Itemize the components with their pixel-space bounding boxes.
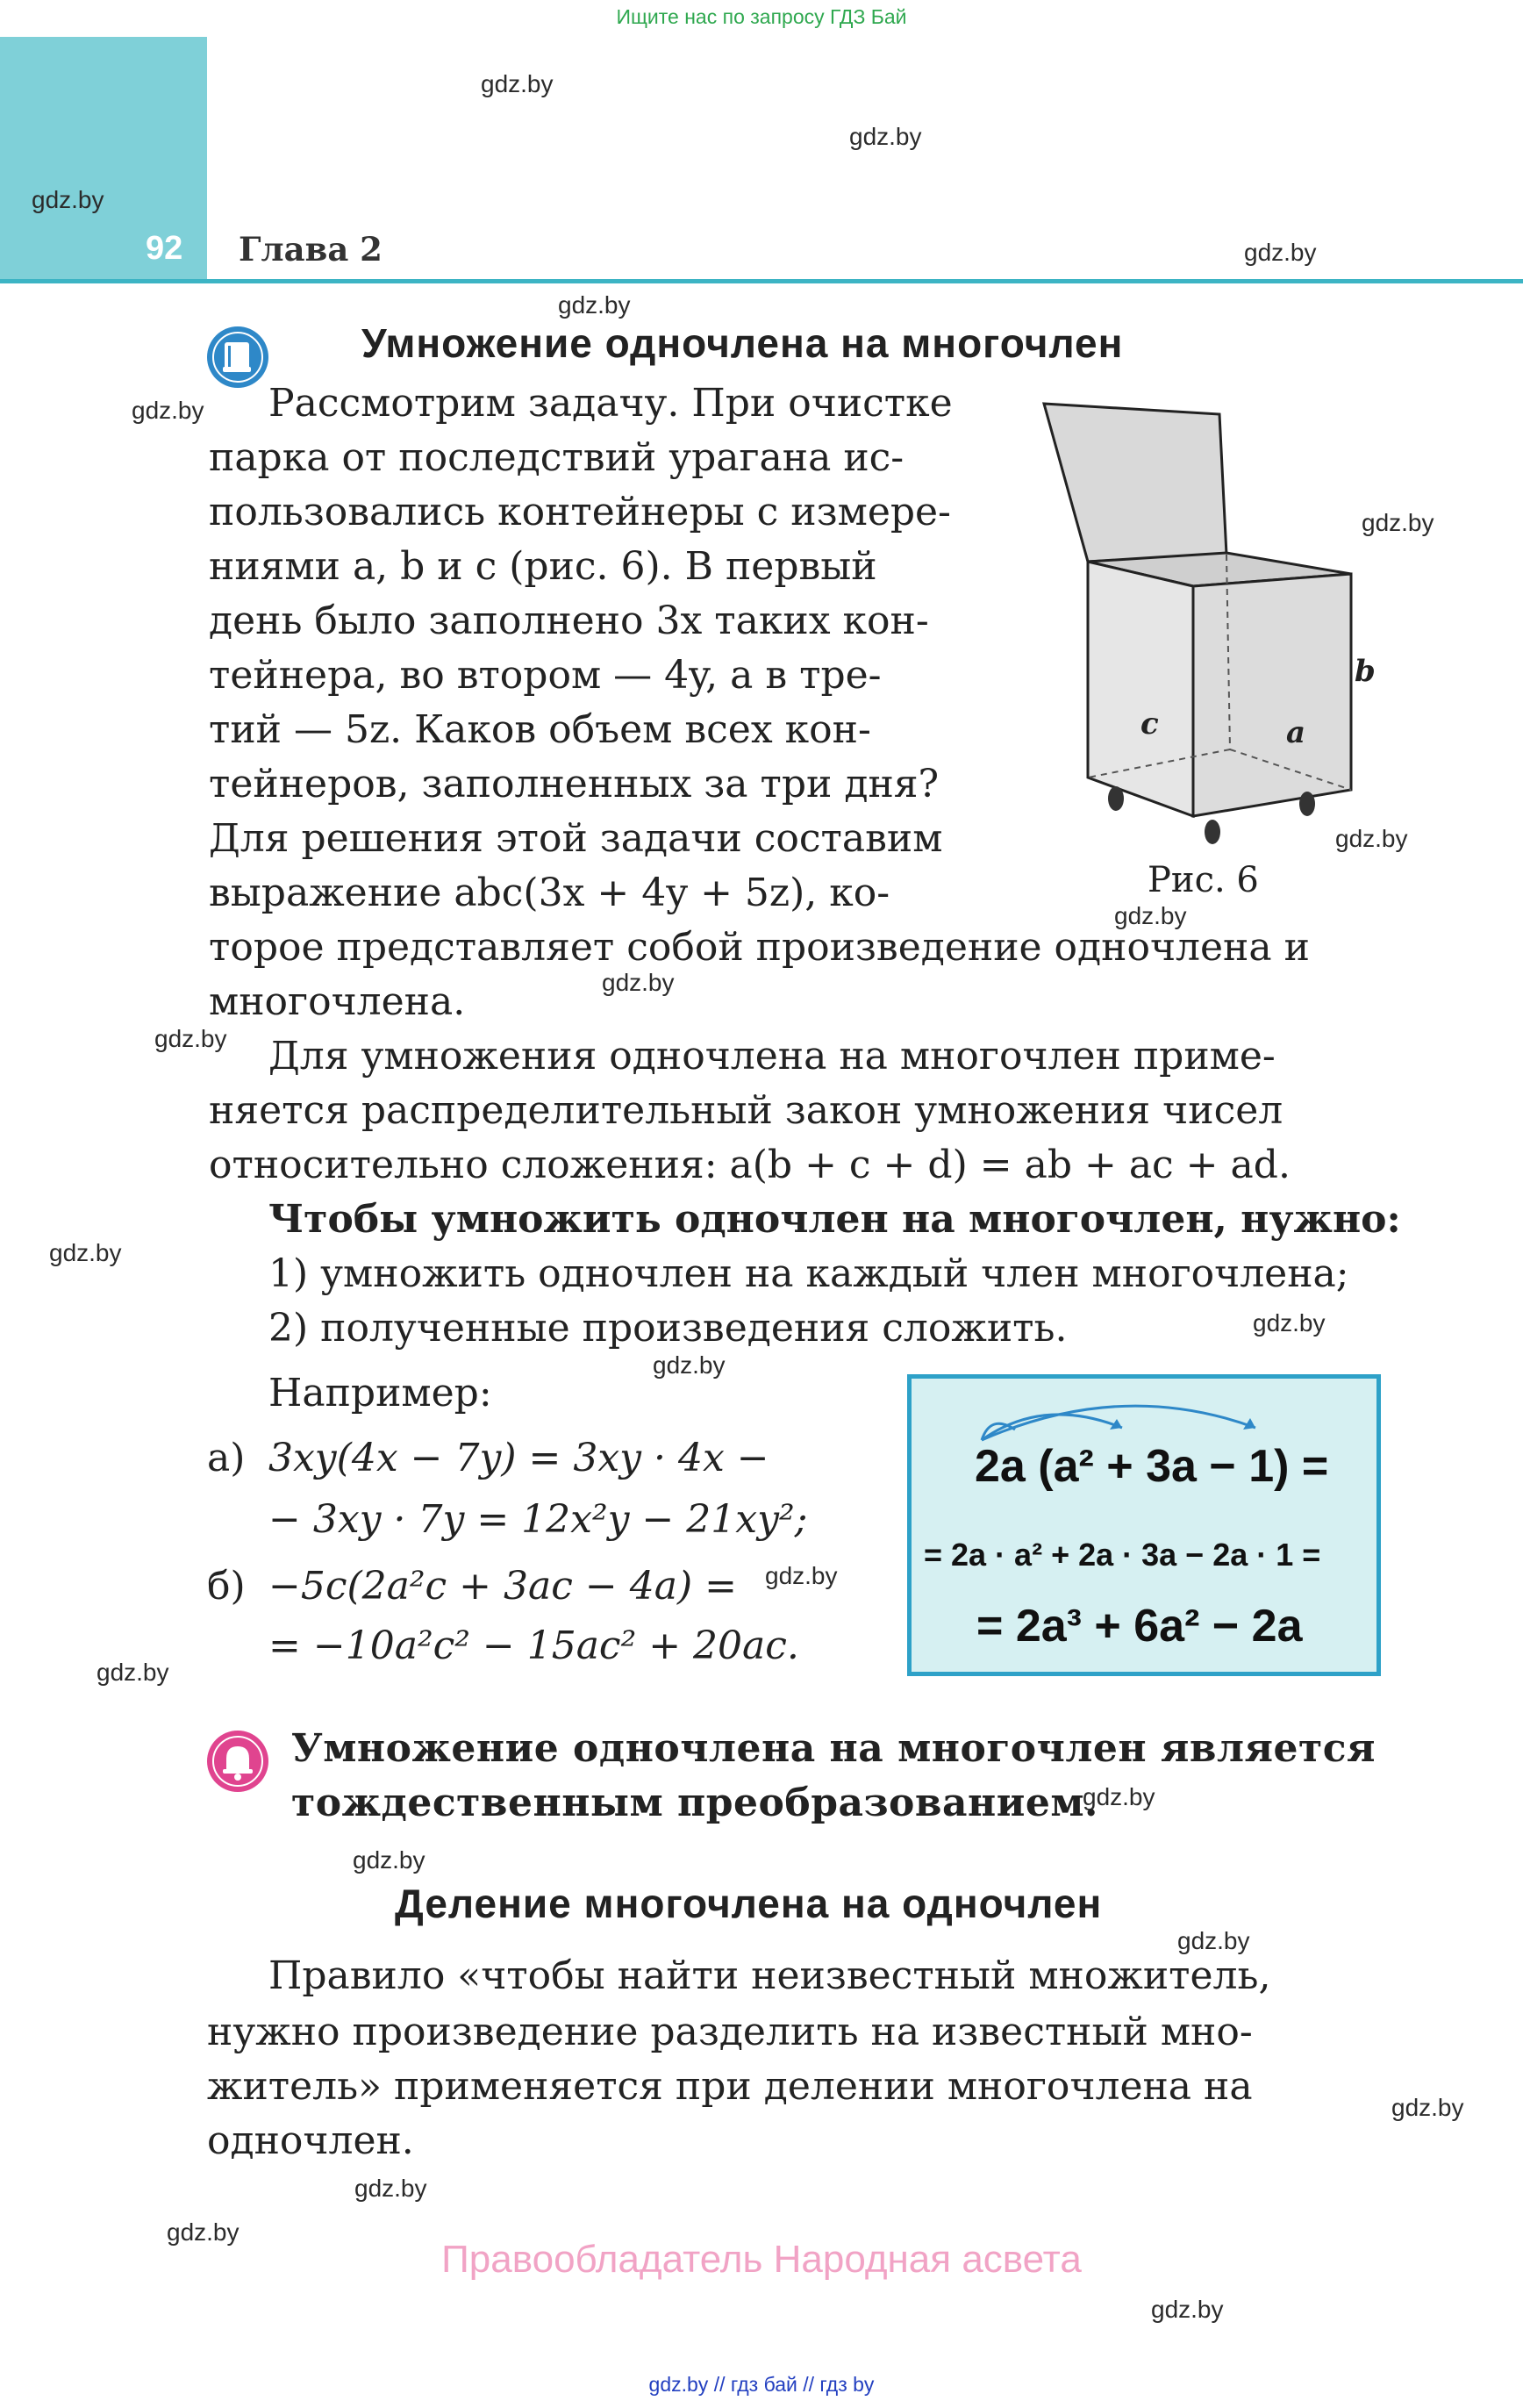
text-line: относительно сложения: a(b + c + d) = ab + ac + ad. [209, 1143, 1291, 1187]
note-line: тождественным преобразованием. [291, 1781, 1098, 1825]
example-marker: б) [207, 1564, 246, 1609]
text-line: торое представляет собой произведение одночлена и [209, 925, 1310, 970]
watermark: gdz.by [354, 2175, 427, 2202]
watermark: gdz.by [1151, 2296, 1224, 2323]
book-icon [205, 325, 270, 390]
rights-holder: Правообладатель Народная асвета [441, 2238, 1082, 2281]
watermark: gdz.by [481, 70, 554, 97]
header-rule [0, 279, 1523, 283]
watermark: gdz.by [1083, 1783, 1155, 1810]
watermark: gdz.by [1244, 239, 1317, 266]
text-line: тейнеров, заполненных за три дня? [209, 762, 940, 806]
text-line: Для решения этой задачи составим [209, 816, 943, 861]
text-line: нужно произведение разделить на известный мно- [207, 2010, 1253, 2054]
formula-line: 2a (a² + 3a − 1) = [975, 1441, 1329, 1492]
watermark: gdz.by [1335, 825, 1408, 852]
watermark: gdz.by [1391, 2094, 1464, 2121]
example-line: 3xy(4x − 7y) = 3xy · 4x − [268, 1436, 769, 1480]
example-marker: а) [207, 1436, 246, 1480]
text-line: тейнера, во втором — 4y, а в тре- [209, 653, 882, 698]
watermark: gdz.by [849, 123, 922, 150]
label-a: a [1286, 715, 1306, 750]
formula-line: = 2a³ + 6a² − 2a [976, 1601, 1303, 1652]
chapter-title: Глава 2 [239, 230, 383, 269]
text-line: выражение abc(3x + 4y + 5z), ко- [209, 871, 890, 915]
figure-caption: Рис. 6 [1148, 860, 1259, 900]
text-line: пользовались контейнеры с измере- [209, 490, 951, 534]
example-line: = −10a²c² − 15ac² + 20ac. [268, 1623, 799, 1668]
text-line: Для умножения одночлена на многочлен приме- [268, 1034, 1276, 1079]
watermark: gdz.by [97, 1659, 169, 1686]
watermark: gdz.by [558, 291, 631, 319]
formula-box [907, 1374, 1381, 1676]
text-line: Правило «чтобы найти неизвестный множитель, [268, 1953, 1271, 1998]
watermark: gdz.by [132, 397, 204, 424]
example-line: − 3xy · 7y = 12x²y − 21xy²; [268, 1497, 808, 1542]
label-c: c [1140, 706, 1159, 742]
example-label: Например: [268, 1371, 492, 1415]
text-line: ниями a, b и c (рис. 6). В первый [209, 544, 877, 589]
watermark: gdz.by [1362, 509, 1434, 536]
bell-icon [205, 1729, 270, 1794]
top-banner: Ищите нас по запросу ГДЗ Бай [616, 5, 907, 28]
label-b: b [1355, 654, 1376, 689]
text-line: житель» применяется при делении многочлена на [207, 2064, 1253, 2109]
watermark: gdz.by [765, 1562, 838, 1589]
watermark: gdz.by [602, 969, 675, 996]
text-line: одночлен. [207, 2118, 414, 2163]
watermark: gdz.by [167, 2218, 240, 2246]
watermark: gdz.by [1114, 902, 1187, 929]
footer-links[interactable]: gdz.by // гдз бай // гдз by [648, 2373, 875, 2396]
text-line: парка от последствий урагана ис- [209, 435, 905, 480]
note-line: Умножение одночлена на многочлен является [291, 1726, 1376, 1771]
watermark: gdz.by [1253, 1309, 1326, 1337]
text-line: тий — 5z. Каков объем всех кон- [209, 707, 871, 752]
watermark: gdz.by [653, 1351, 726, 1379]
text-line: день было заполнено 3x таких кон- [209, 598, 929, 643]
watermark: gdz.by [1177, 1927, 1250, 1954]
watermark: gdz.by [154, 1025, 227, 1052]
watermark: gdz.by [49, 1239, 122, 1266]
rule-step: 2) полученные произведения сложить. [268, 1306, 1068, 1351]
example-line: −5c(2a²c + 3ac − 4a) = [268, 1564, 737, 1609]
text-line: Рассмотрим задачу. При очистке [268, 381, 953, 426]
section-title: Деление многочлена на одночлен [395, 1881, 1103, 1926]
rule-step: 1) умножить одночлен на каждый член многочлена; [268, 1251, 1349, 1296]
watermark: gdz.by [32, 186, 104, 213]
text-line: няется распределительный закон умножения чисел [209, 1088, 1283, 1133]
page-number: 92 [146, 230, 183, 267]
watermark: gdz.by [353, 1846, 425, 1874]
section-title: Умножение одночлена на многочлен [361, 320, 1124, 366]
rule-heading: Чтобы умножить одночлен на многочлен, нужно: [268, 1197, 1401, 1242]
text-line: многочлена. [209, 979, 466, 1024]
formula-line: = 2a · a² + 2a · 3a − 2a · 1 = [924, 1537, 1321, 1573]
